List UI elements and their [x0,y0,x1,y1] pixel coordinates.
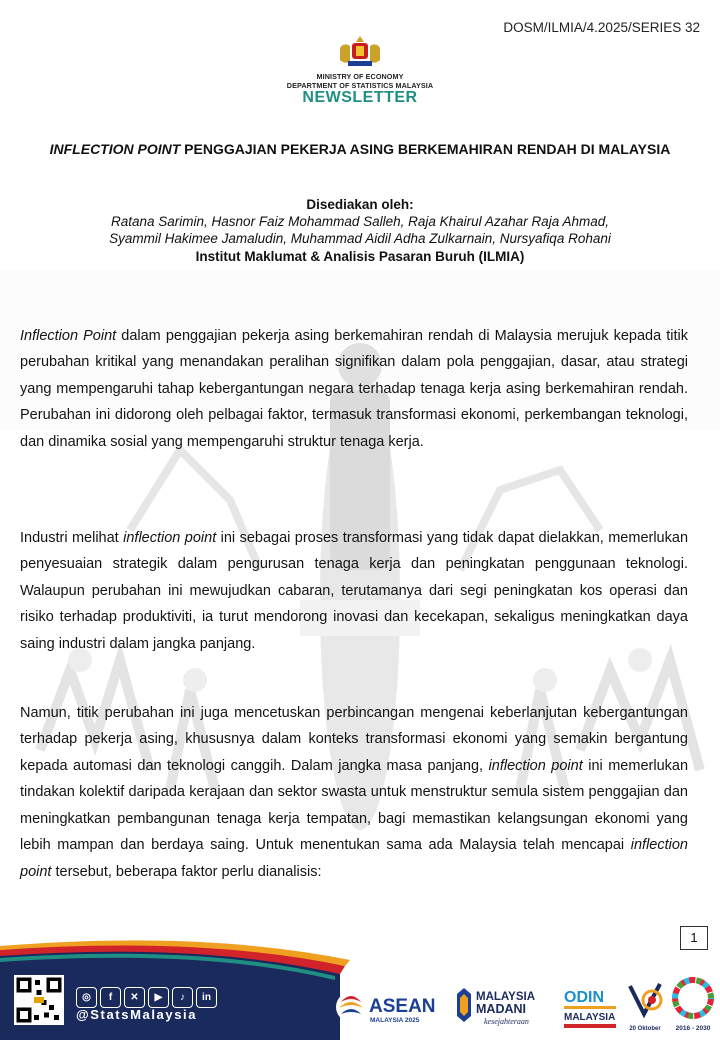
p1-italic: Inflection Point [20,327,117,344]
p3-text-a: Namun, titik perubahan ini juga mencetuskan perbincangan mengenai keberlanjutan kebergantungan terhadap pekerja asing, khususnya dalam konteks transformasi ekonomi yang semakin bergantung kepada automasi dan teknologi canggih. Dalam jangka masa panjang, [20,704,688,774]
madani-text-2: MADANI [476,1002,526,1016]
coat-of-arms-icon [336,34,384,70]
ministry-name: MINISTRY OF ECONOMY [316,72,404,81]
department-name: DEPARTMENT OF STATISTICS MALAYSIA [286,81,434,90]
series-number: DOSM/ILMIA/4.2025/SERIES 32 [503,20,700,35]
authors-line-1: Ratana Sarimin, Hasnor Faiz Mohammad Salleh, Raja Khairul Azahar Raja Ahmad, [111,214,609,229]
madani-tag-text: kesejahteraan [484,1017,529,1026]
paragraph-2 [20,525,688,658]
p2-italic: inflection point [123,529,217,546]
paragraph-3 [20,700,688,886]
odin-text: ODIN [564,989,604,1006]
social-icons [76,987,217,1008]
hbs-date-text: 20 Oktober [629,1026,661,1032]
odin-sub-text: MALAYSIA [564,1012,616,1023]
linkedin-icon[interactable]: in [196,987,217,1008]
asean-text: ASEAN [369,996,436,1017]
sdg-logo [670,976,716,1034]
page-number: 1 [680,926,708,950]
title-rest: PENGGAJIAN PEKERJA ASING BERKEMAHIRAN RENDAH DI MALAYSIA [180,141,671,157]
authors-line-2: Syammil Hakimee Jamaludin, Muhammad Aidil Adha Zulkarnain, Nursyafiqa Rohani [109,231,611,246]
facebook-icon[interactable]: f [100,987,121,1008]
p3-text-c: tersebut, beberapa faktor perlu dianalisis: [51,863,322,880]
title-italic: INFLECTION POINT [49,141,181,157]
paragraph-1 [20,323,688,456]
odin-malaysia-logo [562,982,620,1032]
asean-sub-text: MALAYSIA 2025 [370,1017,420,1024]
newsletter-label: NEWSLETTER [302,89,418,106]
prepared-by-label: Disediakan oleh: [306,197,414,212]
instagram-icon[interactable]: ◎ [76,987,97,1008]
p1-text: dalam penggajian pekerja asing berkemahiran rendah di Malaysia merujuk kepada titik perubahan kritikal yang menandakan peralihan signifikan dalam pola penggajian, dasar, atau strategi yang mempengaruhi tahap kebergantungan negara terhadap tenaga kerja asing berkemahiran rendah. Perubahan ini didorong oleh pelbagai faktor, termasuk transformasi ekonomi, perkembangan teknologi, dan dinamika sosial yang mempengaruhi struktur tenaga kerja. [20,327,688,450]
p3-italic-2: inflection point [20,837,688,880]
tiktok-icon[interactable]: ♪ [172,987,193,1008]
x-icon[interactable]: ✕ [124,987,145,1008]
p2-text-b: ini sebagai proses transformasi yang tidak dapat dielakkan, memerlukan penyesuaian strategik dalam pengurusan tenaga kerja dan peningkatan penggunaan teknologi. Walaupun perubahan ini mewujudkan cabaran, terutamanya dari segi peningkatan kos operasi dan risiko terhadap produktiviti, ia turut mendorong inovasi dan kecekapan, sekaligus meningkatkan daya saing industri dalam jangka panjang. [20,529,689,652]
p3-text-b: ini memerlukan tindakan kolektif daripada kerajaan dan sektor swasta untuk menstruktur semula sistem penggajian dan meningkatkan pembangunan tenaga kerja tempatan, bagi memastikan kelangsungan ekonomi yang lebih mampan dan berdaya saing. Untuk menentukan sama ada Malaysia telah mencapai [20,757,689,853]
youtube-icon[interactable]: ▶ [148,987,169,1008]
p2-text-a: Industri melihat [20,529,124,546]
article-title [40,140,680,158]
sdg-years-text: 2016 - 2030 [675,1025,711,1032]
malaysia-madani-logo [454,982,554,1032]
social-handle[interactable]: @StatsMalaysia [76,1007,198,1022]
madani-text-1: MALAYSIA [476,991,535,1003]
authors [40,213,680,247]
qr-code[interactable] [14,975,64,1025]
statistics-day-logo [624,978,666,1034]
p3-italic-1: inflection point [488,757,583,774]
institute-name: Institut Maklumat & Analisis Pasaran Buruh (ILMIA) [195,249,525,264]
asean-malaysia-2025-logo [333,982,443,1032]
